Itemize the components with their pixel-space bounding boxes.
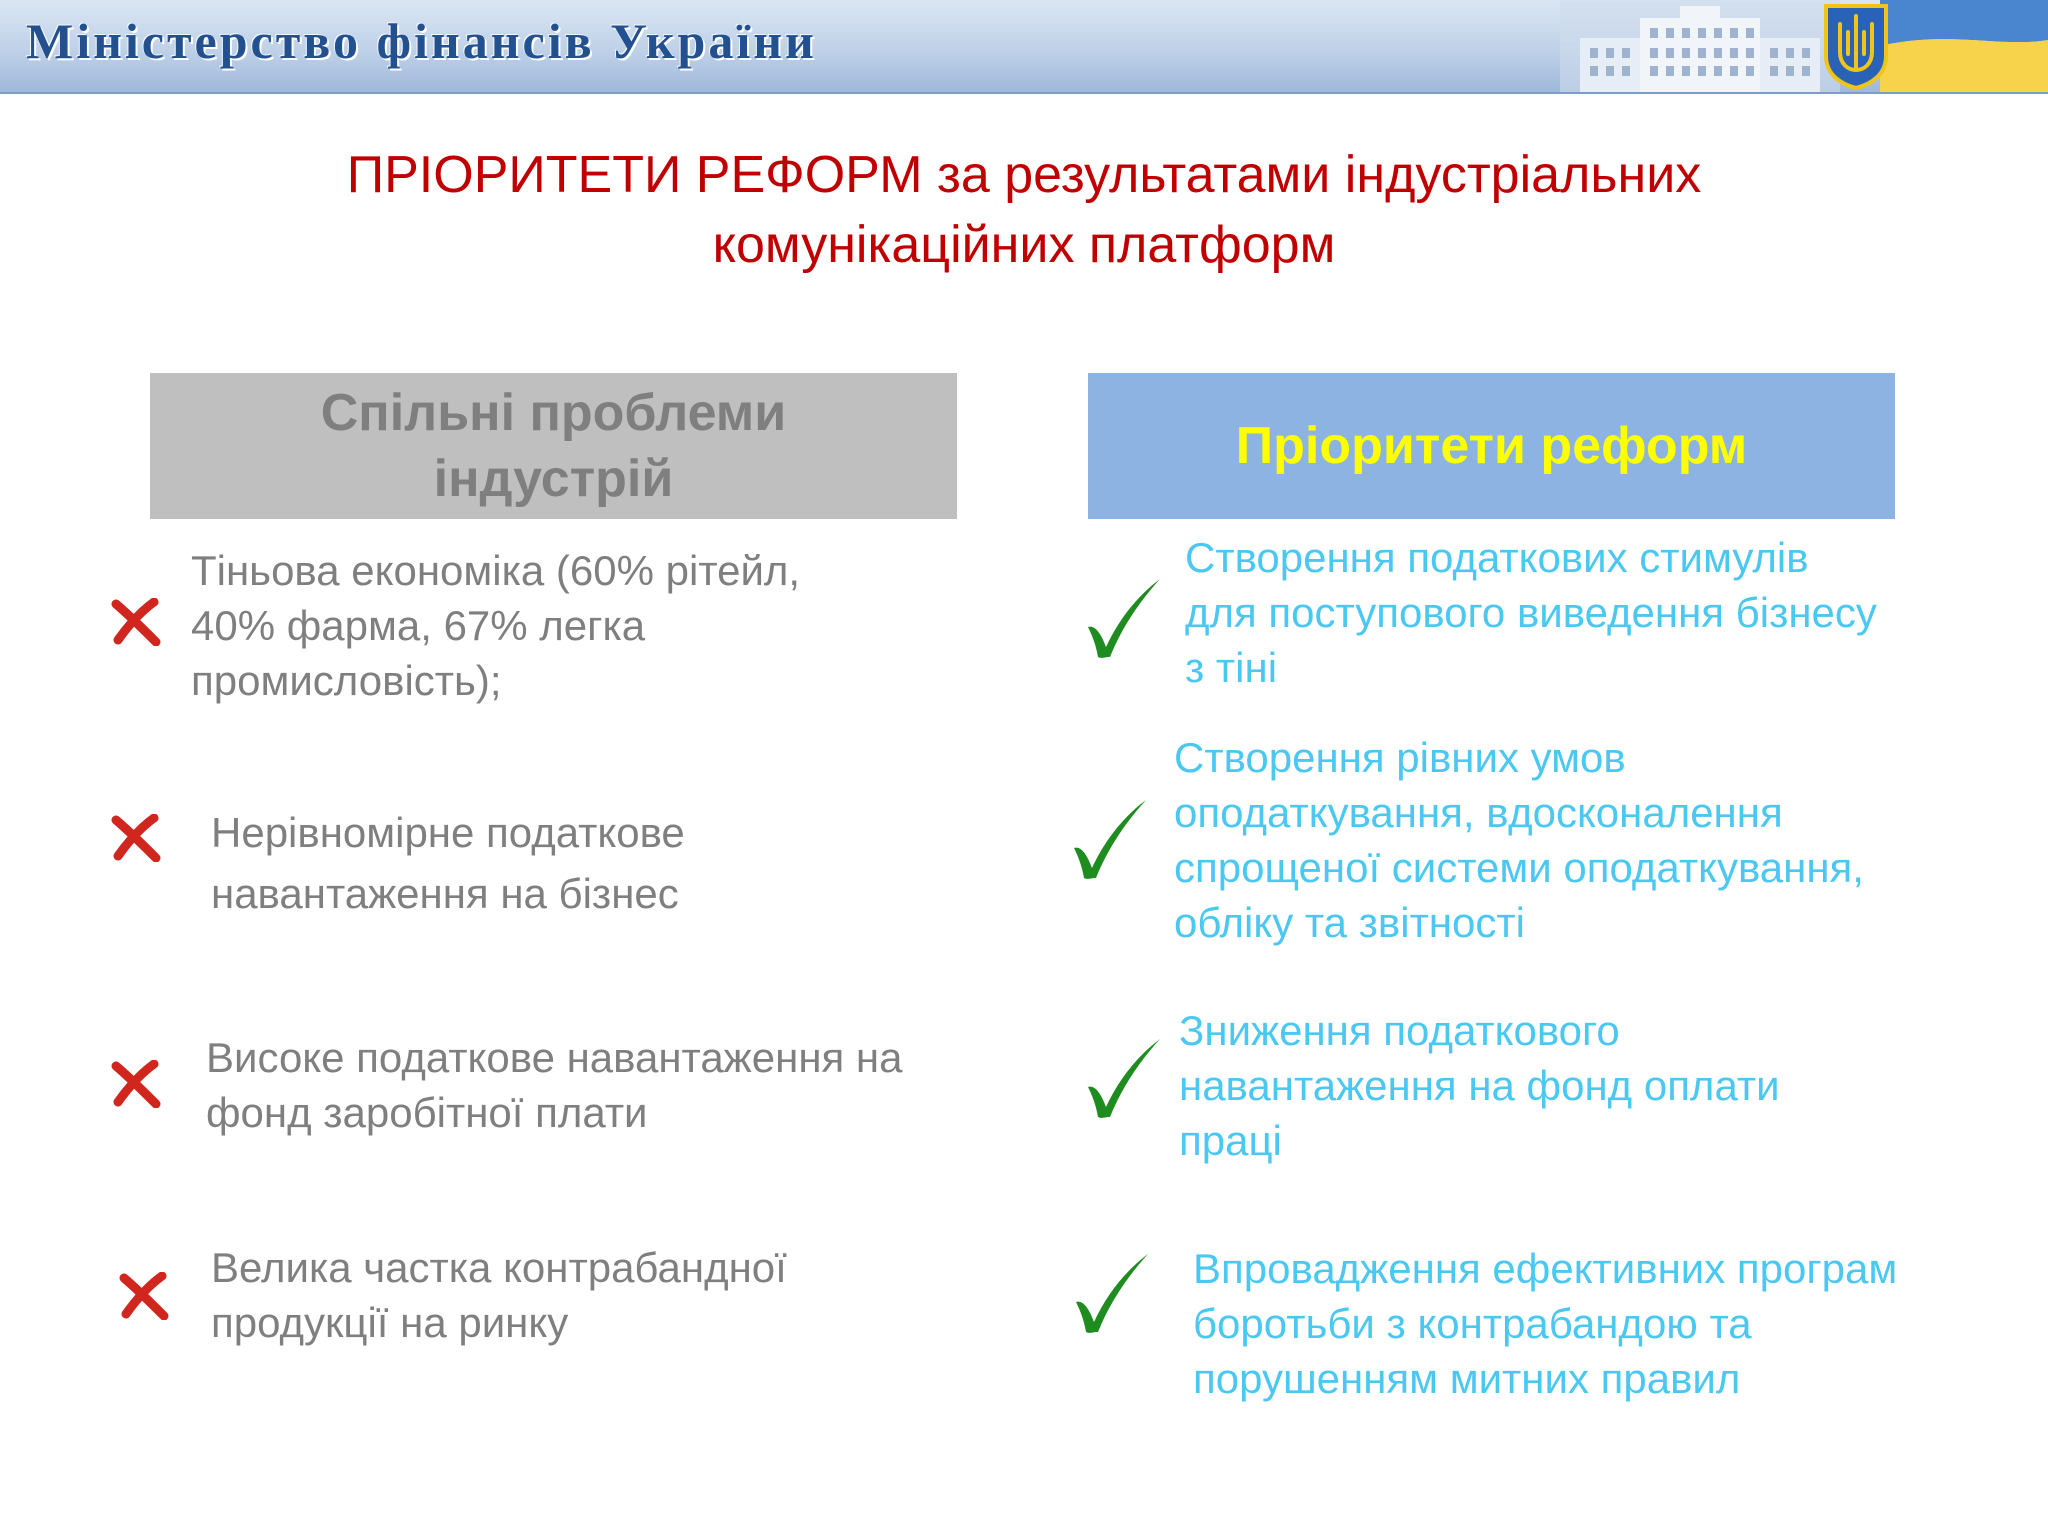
checkmark-icon: [1072, 1250, 1152, 1336]
checkmark-icon: [1084, 1035, 1164, 1121]
ministry-building-image: [1560, 0, 1840, 92]
slide-title-line1: ПРІОРИТЕТИ РЕФОРМ за результатами індустріальних: [346, 146, 1702, 204]
problem-item: Тіньова економіка (60% рітейл, 40% фарма, 67% легка промисловість);: [191, 547, 801, 704]
problems-column-header: [150, 373, 957, 519]
priority-item: Зниження податкового навантаження на фонд оплати праці: [1179, 1007, 1780, 1164]
cross-icon: [118, 1272, 172, 1320]
problems-header-line1: Спільні проблеми: [320, 384, 787, 442]
checkmark-icon: [1070, 796, 1150, 882]
slide-title: [0, 140, 2048, 280]
problem-item: Велика частка контрабандної продукції на ринку: [211, 1244, 787, 1346]
ukraine-flag-icon: [1880, 0, 2048, 92]
priority-item: Створення рівних умов оподаткування, вдосконалення спрощеної системи оподаткування, обліку та звітності: [1174, 734, 1864, 946]
problem-item: Високе податкове навантаження на фонд заробітної плати: [206, 1034, 903, 1136]
header-banner: [0, 0, 2048, 94]
priorities-header-text: Пріоритети реформ: [1235, 417, 1748, 475]
ministry-title: Міністерство фінансів України: [26, 13, 817, 69]
cross-icon: [110, 1060, 164, 1108]
problems-header-line2: індустрій: [433, 450, 674, 508]
cross-icon: [110, 814, 164, 862]
slide-title-line2: комунікаційних платформ: [712, 216, 1336, 274]
checkmark-icon: [1084, 575, 1164, 661]
priorities-column-header: [1088, 373, 1895, 519]
coat-of-arms-icon: [1822, 2, 1890, 90]
priority-item: Впровадження ефективних програм боротьби з контрабандою та порушенням митних правил: [1193, 1245, 1898, 1402]
cross-icon: [110, 598, 164, 646]
priority-item: Створення податкових стимулів для поступового виведення бізнесу з тіні: [1185, 534, 1877, 691]
problem-item: Нерівномірне податкове навантаження на бізнес: [211, 809, 685, 917]
